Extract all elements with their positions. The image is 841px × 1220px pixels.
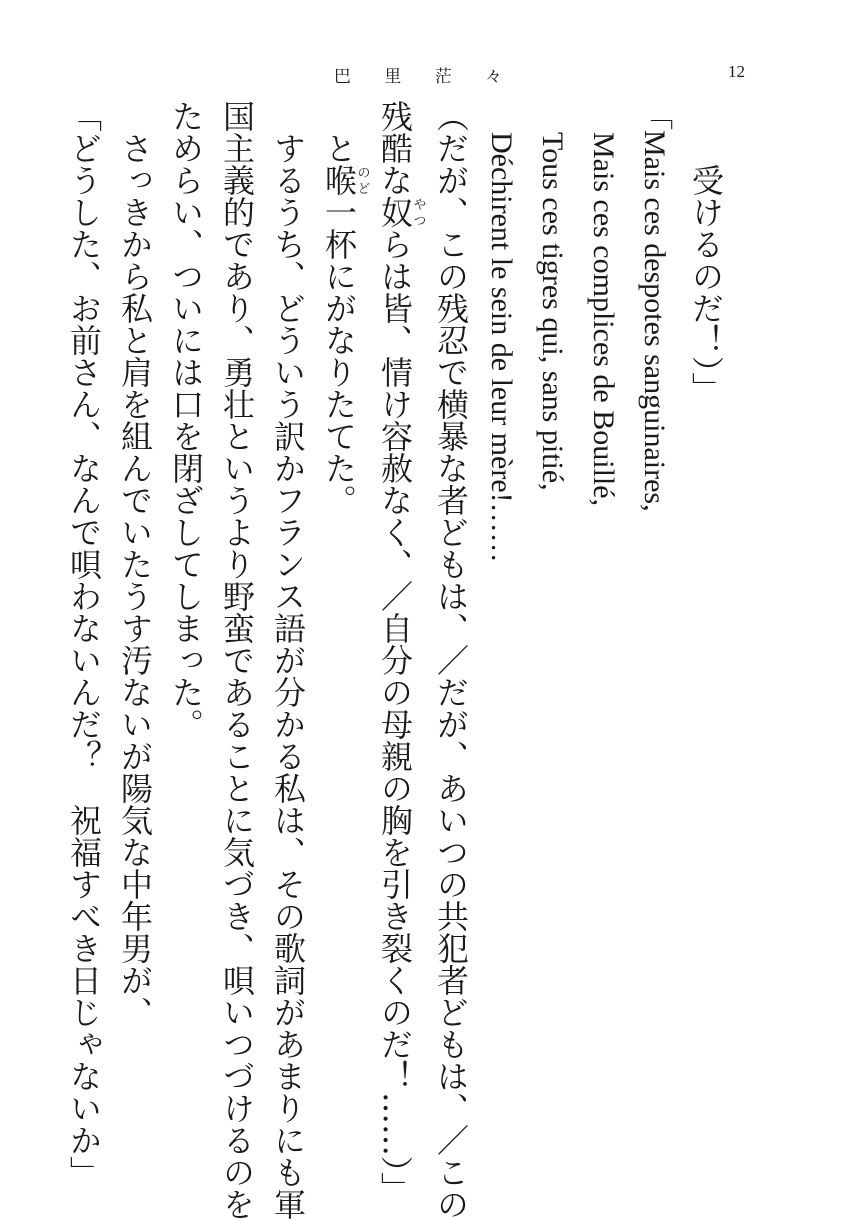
text-segment: 「Mais ces despotes sanguinaires, [638,100,671,512]
text-line [369,100,426,1204]
text-segment: らは皆、情け容赦なく、／自分の母親の胸を引き裂くのだ！……）」 [376,228,414,1204]
text-segment: 一杯にがなりたてた。 [320,196,358,516]
text-line [262,100,313,1220]
page-number: 12 [728,62,745,81]
ruby-reading: やつ [410,196,426,228]
text-line [578,100,629,1110]
text-segment: 「どうした、お前さん、なんで唄わないんだ？ 祝福すべき日じゃないか」 [65,100,103,1188]
text-segment: と [320,132,358,164]
text-line [680,100,731,1110]
ruby-base: 喉 [320,164,358,196]
vertical-body-text [58,100,731,1220]
text-segment: Déchirent le sein de leur mère!…… [485,132,518,563]
text-line [109,100,160,1110]
text-segment: するうち、どういう訳かフランス語が分かる私は、その歌詞があまりにも軍 [269,132,307,1220]
text-segment: Tous ces tigres qui, sans pitié, [536,132,569,491]
text-line [425,100,476,1220]
text-line [211,100,262,1220]
text-segment: ためらい、ついには口を閉ざしてしまった。 [167,100,205,740]
text-line [313,100,369,1110]
text-line [527,100,578,1110]
ruby-annotation [376,196,426,228]
text-segment: 残酷な [376,100,414,196]
text-segment: Mais ces complices de Bouillé, [587,132,620,507]
ruby-base: 奴 [376,196,414,228]
text-segment: 受けるのだ！）」 [687,164,725,404]
text-segment: 国主義的であり、勇壮というより野蛮であることに気づき、唄いつづけるのを [218,100,256,1220]
text-line [476,100,527,1110]
text-line [58,100,109,1188]
text-line [629,100,680,1110]
text-line [160,100,211,1110]
running-header-title: 巴 里 茫 々 [333,67,517,87]
ruby-reading: のど [354,164,370,196]
text-segment: さっきから私と肩を組んでいたうす汚ないが陽気な中年男が、 [116,132,154,1028]
ruby-annotation [320,164,370,196]
text-segment: （だが、この残忍で横暴な者どもは、／だが、あいつの共犯者どもは、／この [432,100,470,1220]
